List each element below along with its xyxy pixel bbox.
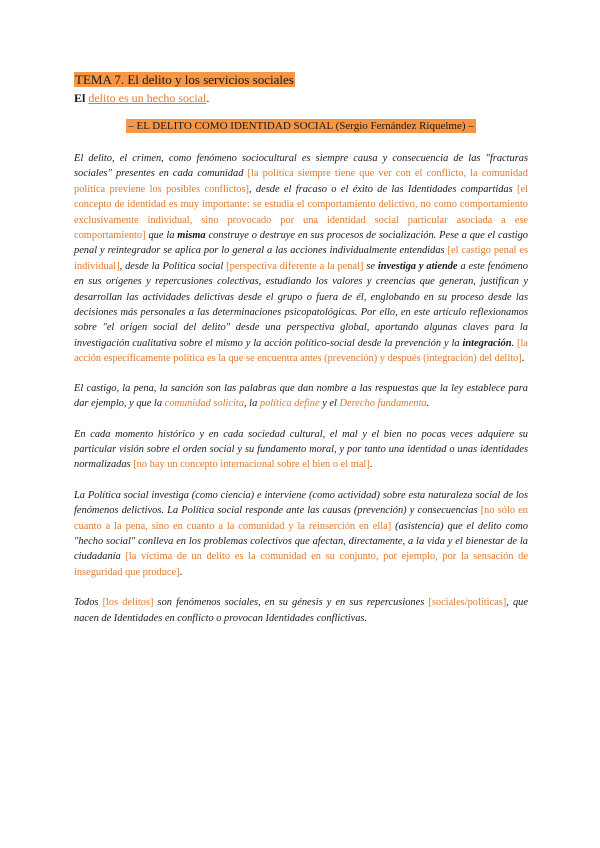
p4-annotation-1: [no sólo en cuanto a la pena, sino en cuanto a la comunidad y la reinserción en ella] xyxy=(74,505,528,532)
paragraph-1 xyxy=(74,151,528,367)
p1-bold-1: misma xyxy=(177,230,206,242)
paragraph-2 xyxy=(74,381,528,412)
p2-text-2: , la xyxy=(243,398,260,410)
p3-text-2: . xyxy=(369,459,373,471)
p2-text-3: y el xyxy=(319,398,340,410)
p2-annotation-2: política define xyxy=(259,398,320,410)
p1-text-7: a este fenómeno en sus orígenes y repercusiones colectivas, estudiando los valores y creencias que generan, justifican y desarrollan las actividades delictivas desde el grupo o fuera de él, englobando en su proceso desde las decisiones más personales a las determinaciones psicopatológicas. Por ello, en este artículo reflexionamos sobre "el origen social del delito" desde una perspectiva global, aportando algunas claves para la investigación cualitativa sobre el mismo y la acción político-social desde la prevención y la xyxy=(74,260,528,349)
p2-annotation-1: comunidad solicita xyxy=(164,398,244,410)
p5-annotation-1: [los delitos] xyxy=(102,597,154,609)
p1-text-9: . xyxy=(521,353,525,365)
subtitle-lead: El xyxy=(74,91,86,105)
p1-text-6: se xyxy=(363,260,378,272)
p3-text-1: En cada momento histórico y en cada sociedad cultural, el mal y el bien no pocas veces adquiere su particular visión sobre el orden social y su fundamento moral, y por tanto una identidad o unas identidades normalizadas xyxy=(74,428,528,471)
subtitle-end: . xyxy=(206,91,210,105)
p1-annotation-2: [el concepto de identidad es muy importante: se estudia el comportamiento delictivo, no como comportamiento exclusivamente individual, sino provocado por una identidad social particular asociada a ese comportamiento] xyxy=(74,183,528,242)
p1-text-4: construye o destruye en sus procesos de socialización. Pese a que el castigo penal y reintegrador se aplica por lo general a las acciones individualmente entendidas xyxy=(74,230,528,257)
p1-text-8: . xyxy=(511,337,518,349)
p1-annotation-4: [perspectiva diferente a la penal] xyxy=(226,260,364,272)
document-page xyxy=(74,72,528,626)
p1-text-5: , desde la Política social xyxy=(119,260,224,272)
p5-text-2: son fenómenos sociales, en su génesis y en sus repercusiones xyxy=(153,597,429,609)
document-title xyxy=(74,72,528,88)
p1-text-2: , desde el fracaso o el éxito de las Identidades compartidas xyxy=(248,183,513,195)
document-subtitle xyxy=(74,90,528,106)
p4-text-3: . xyxy=(179,566,183,578)
p1-bold-3: integración xyxy=(462,337,512,349)
paragraph-3 xyxy=(74,427,528,473)
p3-annotation-1: [no hay un concepto internacional sobre el bien o el mal] xyxy=(133,459,370,471)
p4-text-1: La Política social investiga (como ciencia) e interviene (como actividad) sobre esta naturaleza social de los fenómenos delictivos. La Política social responde ante las causas (prevención) y consecuencias xyxy=(74,489,528,517)
p2-annotation-3: Derecho fundamenta xyxy=(339,398,427,410)
p1-text-1: El delito, el crimen, como fenómeno sociocultural es siempre causa y consecuencia de las "fracturas sociales" presentes en cada comunidad xyxy=(74,153,528,180)
section-heading-highlight: – EL DELITO COMO IDENTIDAD SOCIAL (Sergio Fernández Riquelme) – xyxy=(128,120,474,132)
p5-text-1: Todos xyxy=(74,597,103,609)
p1-text-3: que la xyxy=(145,230,178,242)
p1-bold-2: investiga y atiende xyxy=(377,260,458,272)
section-heading xyxy=(74,119,528,134)
p1-annotation-5: [la acción específicamente política es la que se encuentra antes (prevención) y después (integración) del delito] xyxy=(74,337,529,365)
paragraph-4 xyxy=(74,488,528,580)
p4-text-2: (asistencia) que el delito como "hecho social" conlleva en los problemas colectivos que afectan, directamente, a la vida y el bienestar de la ciudadanía xyxy=(74,520,529,563)
p1-annotation-3: [el castigo penal es individual] xyxy=(74,245,528,272)
p1-annotation-1: [la política siempre tiene que ver con el conflicto, la comunidad política previene los posibles conflictos] xyxy=(74,168,528,195)
p4-annotation-2: [la víctima de un delito es la comunidad en su conjunto, por ejemplo, por la sensación de inseguridad que produce] xyxy=(74,551,528,578)
paragraph-5 xyxy=(74,595,528,626)
p5-annotation-2: [sociales/políticas] xyxy=(428,597,507,609)
subtitle-link[interactable]: delito es un hecho social xyxy=(88,91,207,105)
p2-text-4: . xyxy=(426,398,430,410)
p2-text-1: El castigo, la pena, la sanción son las palabras que dan nombre a las respuestas que la ley establece para dar ejemplo, y que la xyxy=(74,382,528,410)
p5-text-3: , que nacen de Identidades en conflicto o provocan Identidades conflictivas. xyxy=(74,597,528,624)
title-highlight: TEMA 7. El delito y los servicios sociales xyxy=(75,72,294,87)
